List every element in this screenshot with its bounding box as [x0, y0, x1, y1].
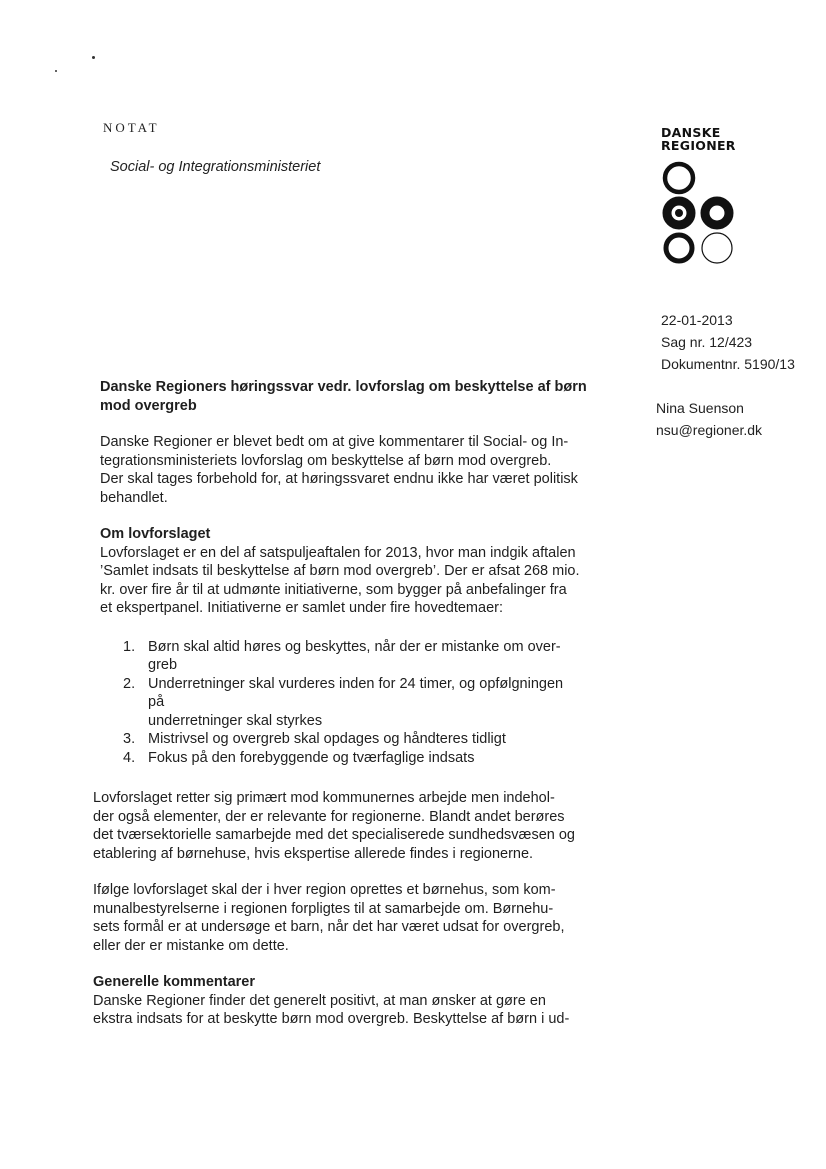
body-paragraph: Lovforslaget retter sig primært mod kommunernes arbejde men indehol- der også elementer, der er relevante for regionerne. Blandt andet berøres det tværsektorielle samarbejde med det specialiserede sundhedsvæsen og etablering af børnehuse, hvis ekspertise allerede findes i regionerne. — [93, 790, 575, 862]
list-item: 4. Fokus på den forebyggende og tværfaglige indsats — [123, 749, 475, 766]
recipient: Social- og Integrationsministeriet — [110, 159, 321, 175]
document-date: 22-01-2013 — [661, 312, 733, 328]
scan-speck — [55, 70, 57, 72]
section-heading: Om lovforslaget — [100, 526, 211, 542]
list-item: 2. Underretninger skal vurderes inden for 24 timer, og opfølgningen på underretninger skal styrkes — [123, 675, 564, 729]
document-number: Dokumentnr. 5190/13 — [661, 356, 795, 372]
section-heading: Generelle kommentarer — [93, 974, 255, 990]
body-paragraph: Ifølge lovforslaget skal der i hver region oprettes et børnehus, som kom- munalbestyrelserne i regionen forpligtes til at samarbejde om. Børnehu- sets formål er at undersøge et barn, når det har været udsat for overgreb, eller der er mistanke om dette. — [93, 882, 565, 954]
section-paragraph: Danske Regioner finder det generelt positivt, at man ønsker at gøre en ekstra indsats for at beskytte børn mod overgreb. Beskyttelse af børn i ud- — [93, 992, 570, 1027]
logo-circles-icon — [662, 160, 742, 272]
case-number: Sag nr. 12/423 — [661, 334, 753, 350]
danske-regioner-logo — [661, 126, 751, 272]
author-email: nsu@regioner.dk — [656, 422, 763, 438]
scan-speck — [92, 56, 95, 59]
section-paragraph: Lovforslaget er en del af satspuljeaftalen for 2013, hvor man indgik aftalen ’Samlet indsats til beskyttelse af børn mod overgreb’. Der er afsat 268 mio. kr. over fire år til at udmønte initiativerne, som bygger på anbefalinger fra et ekspertpanel. Initiativerne er samlet under fire hovedtemaer: — [100, 544, 580, 616]
document-type: NOTAT — [103, 120, 160, 135]
intro-paragraph: Danske Regioner er blevet bedt om at give kommentarer til Social- og In- tegrationsministeriets lovforslag om beskyttelse af børn mod overgreb. Der skal tages forbehold for, at høringssvaret endnu ikke har været politisk behandlet. — [100, 434, 578, 506]
logo-wordmark: DANSKE REGIONER — [661, 125, 736, 153]
document-body — [93, 378, 623, 1047]
themes-list — [93, 638, 623, 768]
author-name: Nina Suenson — [656, 400, 744, 416]
document-title: Danske Regioners høringssvar vedr. lovforslag om beskyttelse af børn mod overgreb — [100, 379, 587, 414]
document-metadata — [661, 309, 795, 375]
author-block — [656, 397, 762, 441]
list-item: 1. Børn skal altid høres og beskyttes, når der er mistanke om over- greb — [123, 638, 561, 673]
list-item: 3. Mistrivsel og overgreb skal opdages og håndteres tidligt — [123, 731, 506, 747]
